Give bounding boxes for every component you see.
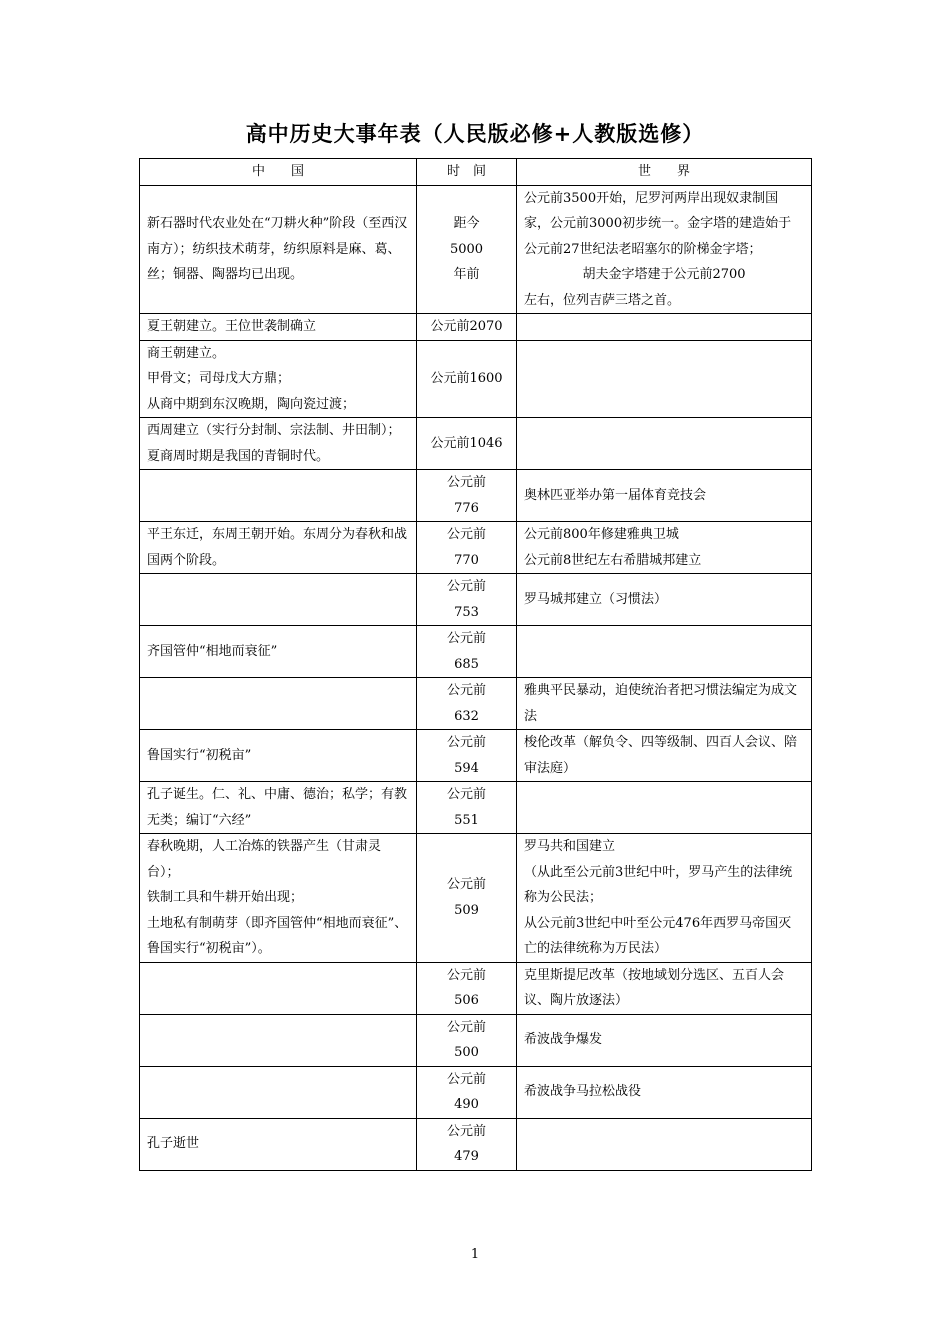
table-row <box>140 418 812 470</box>
cell-world <box>517 185 812 314</box>
cell-china <box>140 340 417 418</box>
cell-text: 490 <box>454 1097 479 1112</box>
cell-world <box>517 834 812 963</box>
cell-china <box>140 1014 417 1066</box>
cell-text: 770 <box>454 552 479 568</box>
cell-text: 776 <box>454 500 479 516</box>
cell-text: 479 <box>454 1149 479 1164</box>
cell-text: 奥林匹亚举办第一届体育竞技会 <box>524 487 707 503</box>
page-number: 1 <box>470 1247 480 1262</box>
cell-world <box>517 1014 812 1066</box>
cell-china <box>140 574 417 626</box>
cell-text: 罗马城邦建立（习惯法） <box>524 591 668 607</box>
cell-text: 632 <box>454 708 479 724</box>
cell-text: 5000 <box>449 241 484 257</box>
cell-time <box>417 834 517 963</box>
cell-text: 公元前 <box>446 1123 486 1139</box>
cell-world <box>517 678 812 730</box>
cell-text: 公元前 <box>446 787 486 802</box>
cell-text: 孔子诞生。仁、礼、中庸、德治；私学；有教无类；编订“六经” <box>147 787 408 828</box>
cell-china <box>140 418 417 470</box>
cell-time <box>417 1066 517 1118</box>
cell-time <box>417 678 517 730</box>
cell-time <box>417 470 517 522</box>
cell-text: 公元前8世纪左右希腊城邦建立 <box>524 552 702 568</box>
cell-china <box>140 962 417 1014</box>
cell-text: 506 <box>454 993 479 1008</box>
cell-world <box>517 626 812 678</box>
cell-time <box>417 962 517 1014</box>
cell-text: 希波战争爆发 <box>524 1032 603 1048</box>
cell-text: 公元前 <box>446 877 486 893</box>
cell-china <box>140 730 417 782</box>
document-title: 高中历史大事年表（人民版必修+人教版选修） <box>245 122 705 146</box>
cell-text: 公元前3500开始，尼罗河两岸出现奴隶制国家，公元前3000初步统一。金字塔的建造始于公元前27世纪法老昭塞尔的阶梯金字塔； <box>524 190 792 257</box>
cell-world <box>517 730 812 782</box>
cell-text: 希波战争马拉松战役 <box>524 1084 642 1100</box>
cell-text: 公元前800年修建雅典卫城 <box>524 527 679 542</box>
cell-text: 齐国管仲“相地而衰征” <box>147 643 278 659</box>
cell-text: 年前 <box>453 267 480 282</box>
cell-time <box>417 418 517 470</box>
cell-time <box>417 782 517 834</box>
cell-text: 公元前2070 <box>430 319 503 334</box>
cell-text: 西周建立（实行分封制、宗法制、井田制）； <box>147 423 401 438</box>
cell-text: 从公元前3世纪中叶至公元476年西罗马帝国灭亡的法律统称为万民法） <box>524 915 792 956</box>
table-row <box>140 1118 812 1170</box>
cell-text: 685 <box>454 656 479 672</box>
cell-world <box>517 962 812 1014</box>
table-row <box>140 574 812 626</box>
header-time: 时 间 <box>417 159 517 186</box>
cell-china <box>140 1118 417 1170</box>
timeline-table <box>139 158 812 1171</box>
cell-text: 公元前 <box>446 527 486 542</box>
header-china: 中 国 <box>140 159 417 186</box>
cell-text: 夏王朝建立。王位世袭制确立 <box>147 319 317 334</box>
table-row <box>140 1014 812 1066</box>
cell-time <box>417 574 517 626</box>
cell-china <box>140 314 417 341</box>
table-row <box>140 678 812 730</box>
cell-time <box>417 626 517 678</box>
cell-text: 土地私有制萌芽（即齐国管仲“相地而衰征”、鲁国实行“初税亩”）。 <box>147 915 408 956</box>
cell-time <box>417 314 517 341</box>
cell-text: 平王东迁，东周王朝开始。东周分为春秋和战国两个阶段。 <box>147 527 408 568</box>
cell-world <box>517 522 812 574</box>
cell-world <box>517 470 812 522</box>
cell-text: （从此至公元前3世纪中叶，罗马产生的法律统称为公民法； <box>524 864 793 905</box>
cell-text: 克里斯提尼改革（按地域划分选区、五百人会议、陶片放逐法） <box>524 967 785 1008</box>
cell-china <box>140 782 417 834</box>
cell-world <box>517 782 812 834</box>
cell-text: 从商中期到东汉晚期，陶向瓷过渡； <box>147 396 356 412</box>
table-row <box>140 185 812 314</box>
cell-china <box>140 678 417 730</box>
cell-china <box>140 522 417 574</box>
cell-time <box>417 1014 517 1066</box>
cell-world <box>517 340 812 418</box>
cell-text: 鲁国实行“初税亩” <box>147 747 252 763</box>
cell-time <box>417 730 517 782</box>
cell-text: 公元前 <box>446 475 486 490</box>
cell-text: 500 <box>454 1045 479 1060</box>
cell-time <box>417 185 517 314</box>
cell-world <box>517 1066 812 1118</box>
cell-text: 551 <box>454 812 479 828</box>
table-row <box>140 962 812 1014</box>
cell-text: 梭伦改革（解负令、四等级制、四百人会议、陪审法庭） <box>524 735 798 776</box>
table-row <box>140 782 812 834</box>
cell-text: 距今 <box>453 216 480 231</box>
cell-text: 甲骨文；司母戊大方鼎； <box>147 371 291 386</box>
table-row <box>140 522 812 574</box>
cell-china <box>140 185 417 314</box>
cell-text: 公元前 <box>446 967 486 983</box>
cell-text: 公元前 <box>446 1019 486 1035</box>
table-row <box>140 314 812 341</box>
cell-text: 公元前 <box>446 735 486 750</box>
table-row <box>140 730 812 782</box>
cell-text: 孔子逝世 <box>147 1136 200 1152</box>
cell-text: 公元前1046 <box>430 435 503 451</box>
cell-world <box>517 314 812 341</box>
cell-text: 公元前 <box>446 631 486 646</box>
table-header-row <box>140 159 812 186</box>
cell-text: 夏商周时期是我国的青铜时代。 <box>147 448 330 464</box>
table-row <box>140 626 812 678</box>
cell-text: 公元前 <box>446 579 486 594</box>
table-row <box>140 834 812 963</box>
cell-text: 胡夫金字塔建于公元前2700 <box>582 267 746 282</box>
cell-china <box>140 1066 417 1118</box>
cell-text: 雅典平民暴动，迫使统治者把习惯法编定为成文法 <box>524 683 798 724</box>
table-row <box>140 470 812 522</box>
cell-text: 753 <box>454 604 479 620</box>
cell-china <box>140 626 417 678</box>
cell-text: 509 <box>454 902 479 918</box>
cell-text: 罗马共和国建立 <box>524 839 616 854</box>
cell-time <box>417 1118 517 1170</box>
cell-text: 铁制工具和牛耕开始出现； <box>147 890 304 905</box>
header-world: 世 界 <box>517 159 812 186</box>
cell-text: 公元前1600 <box>430 371 503 386</box>
cell-text: 594 <box>454 760 479 776</box>
cell-world <box>517 574 812 626</box>
cell-world <box>517 1118 812 1170</box>
cell-china <box>140 470 417 522</box>
table-row <box>140 340 812 418</box>
cell-text: 春秋晚期，人工冶炼的铁器产生（甘肃灵台）； <box>147 839 382 880</box>
cell-text: 公元前 <box>446 683 486 698</box>
cell-text: 新石器时代农业处在“刀耕火种”阶段（至西汉南方）；纺织技术萌芽，纺织原料是麻、葛、丝；铜器、陶器均已出现。 <box>147 216 408 282</box>
cell-text: 公元前 <box>446 1071 486 1087</box>
cell-world <box>517 418 812 470</box>
cell-time <box>417 340 517 418</box>
cell-time <box>417 522 517 574</box>
cell-text: 左右，位列吉萨三塔之首。 <box>524 292 681 308</box>
cell-china <box>140 834 417 963</box>
table-row <box>140 1066 812 1118</box>
cell-text: 商王朝建立。 <box>147 345 226 361</box>
